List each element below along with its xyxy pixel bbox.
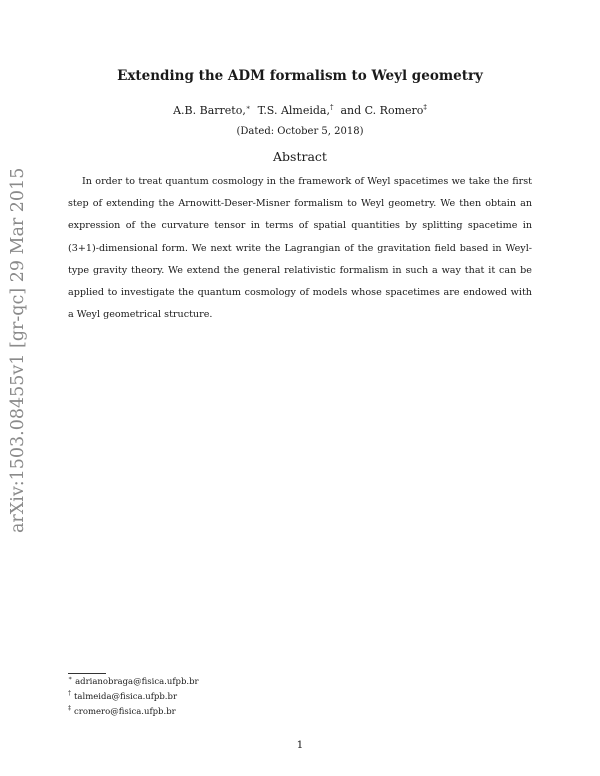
- footnote-mark: †: [68, 690, 71, 698]
- author-name: A.B. Barreto,: [173, 104, 246, 117]
- author-footnote-mark: ‡: [423, 103, 427, 112]
- paper-title: Extending the ADM formalism to Weyl geometry: [117, 68, 483, 84]
- abstract-heading: Abstract: [273, 149, 327, 164]
- footnote-email: adrianobraga@fisica.ufpb.br: [75, 677, 199, 687]
- author-list: [0, 104, 600, 117]
- footnote-item: [68, 677, 199, 687]
- arxiv-identifier-sidebar: arXiv:1503.08455v1 [gr-qc] 29 Mar 2015: [8, 167, 28, 533]
- footnote-mark: ‡: [68, 705, 71, 713]
- abstract-body: In order to treat quantum cosmology in the framework of Weyl spacetimes we take the first step of extending the Arnowitt-Deser-Misner formalism to Weyl geometry. We then obtain an expression of the curvature tensor in terms of spatial quantities by splitting spacetime in (3+1)-dimensional form. We next write the Lagrangian of the gravitation field based in Weyl-type gravity theory. We extend the general relativistic formalism in such a way that it can be applied to investigate the quantum cosmology of models whose spacetimes are endowed with a Weyl geometrical structure.: [68, 176, 532, 321]
- author-name: T.S. Almeida,: [257, 104, 330, 117]
- footnote-item: [68, 692, 177, 702]
- page-number: 1: [296, 739, 304, 751]
- footnote-email: talmeida@fisica.ufpb.br: [74, 692, 178, 702]
- author-footnote-mark: ∗: [245, 103, 251, 112]
- footnote-mark: ∗: [68, 675, 73, 683]
- footnote-rule: [68, 673, 106, 674]
- date-line: (Dated: October 5, 2018): [236, 126, 364, 137]
- author-footnote-mark: †: [329, 103, 334, 112]
- footnote-email: cromero@fisica.ufpb.br: [74, 707, 176, 717]
- author-name: and C. Romero: [340, 104, 424, 117]
- footnote-item: [68, 707, 176, 717]
